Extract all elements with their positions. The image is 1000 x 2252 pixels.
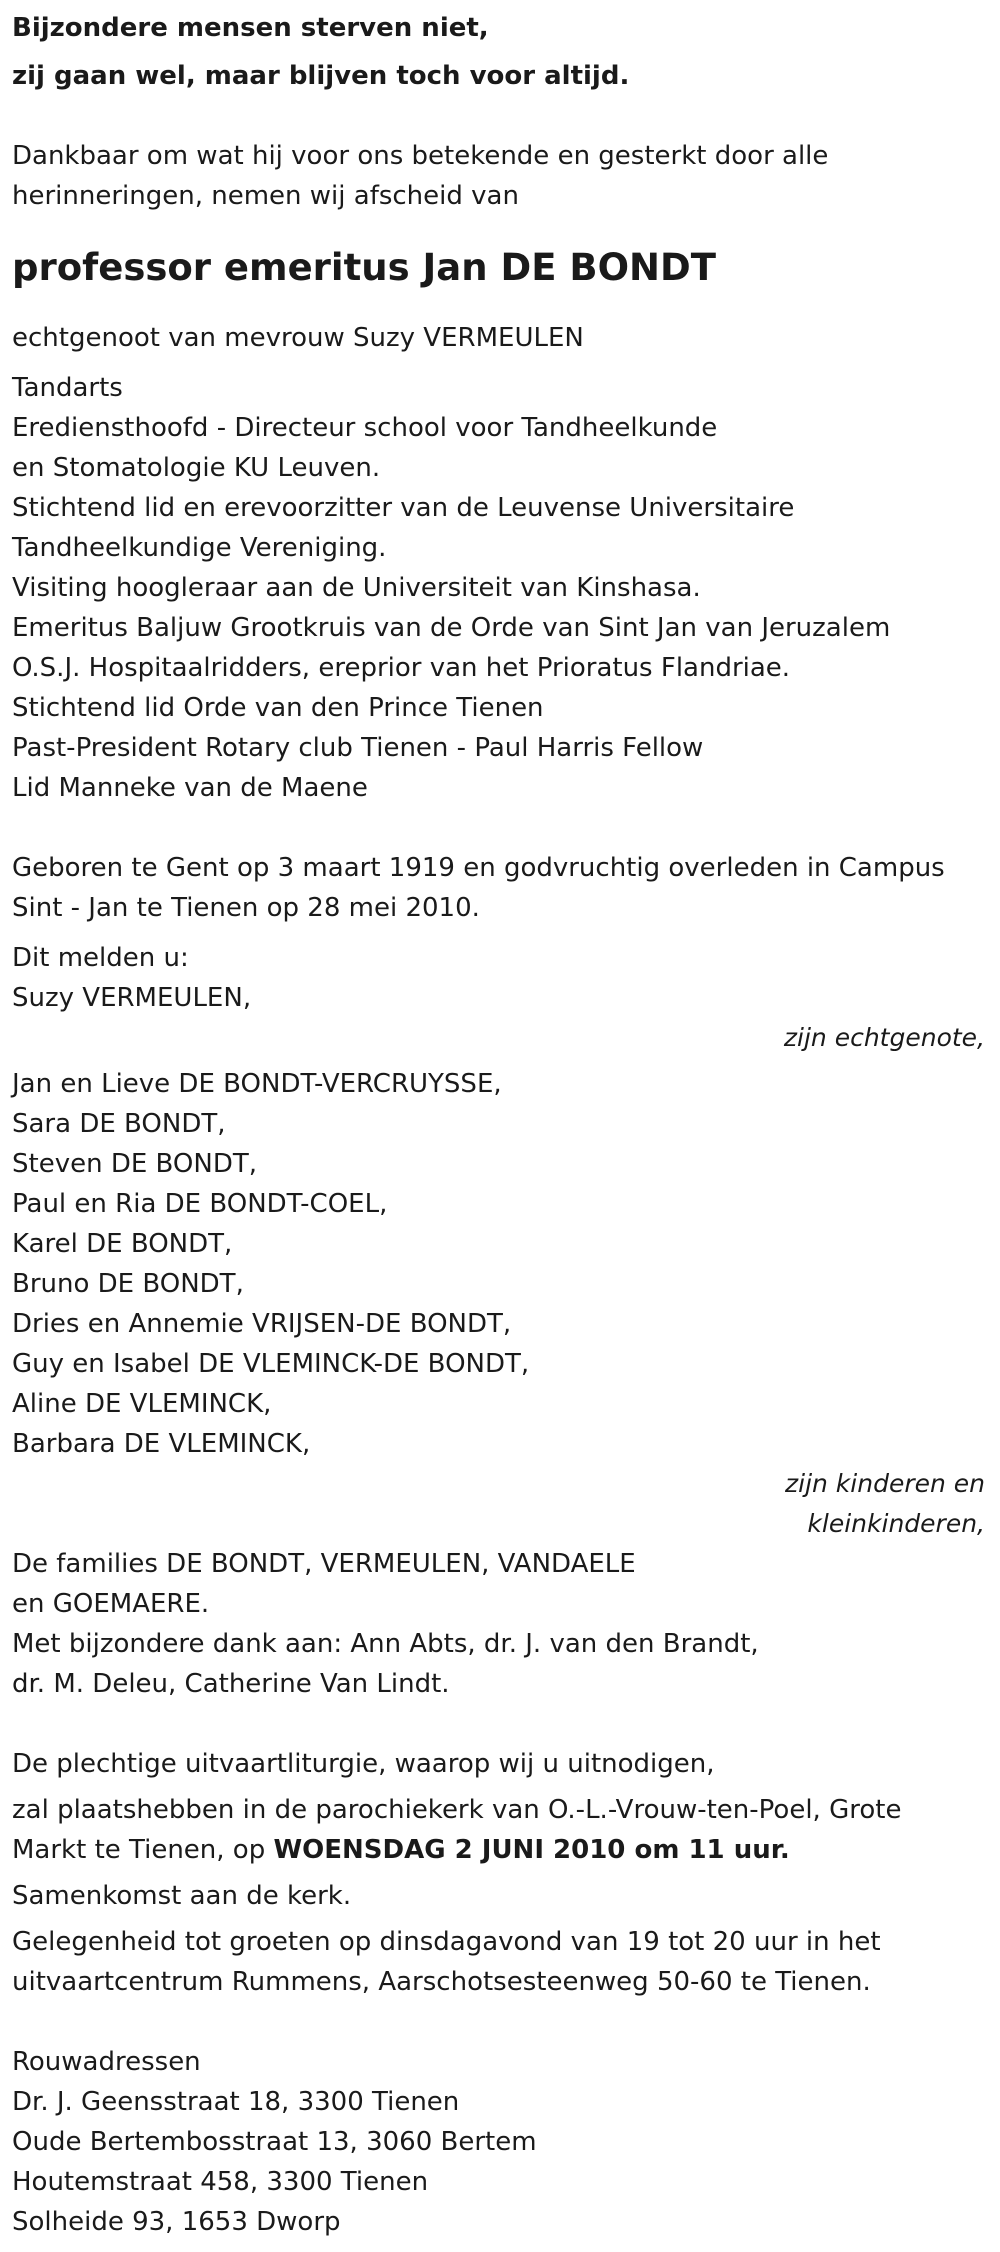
- title-item: Stichtend lid Orde van den Prince Tienen: [12, 693, 544, 723]
- families-line-1: De families DE BONDT, VERMEULEN, VANDAELE: [12, 1549, 636, 1579]
- announcers-intro: Dit melden u:: [12, 943, 189, 973]
- child-item: Aline DE VLEMINCK,: [12, 1389, 272, 1419]
- title-item: en Stomatologie KU Leuven.: [12, 453, 381, 483]
- addresses-list: [12, 2082, 988, 2242]
- child-item: Bruno DE BONDT,: [12, 1269, 244, 1299]
- child-item: Karel DE BONDT,: [12, 1229, 233, 1259]
- title-item: Visiting hoogleraar aan de Universiteit van Kinshasa.: [12, 573, 701, 603]
- funeral-line-1: De plechtige uitvaartliturgie, waarop wij u uitnodigen,: [12, 1749, 715, 1779]
- child-item: Jan en Lieve DE BONDT-VERCRUYSSE,: [12, 1069, 502, 1099]
- birth-line-2: Sint - Jan te Tienen op 28 mei 2010.: [12, 893, 480, 923]
- gathering-line: Samenkomst aan de kerk.: [12, 1881, 352, 1911]
- intro-line-1: Dankbaar om wat hij voor ons betekende en gesterkt door alle: [12, 141, 829, 171]
- thanks-line-2: dr. M. Deleu, Catherine Van Lindt.: [12, 1669, 450, 1699]
- spouse-line: echtgenoot van mevrouw Suzy VERMEULEN: [12, 323, 584, 353]
- child-item: Guy en Isabel DE VLEMINCK-DE BONDT,: [12, 1349, 530, 1379]
- child-item: Steven DE BONDT,: [12, 1149, 257, 1179]
- motto-line-1: Bijzondere mensen sterven niet,: [12, 13, 489, 43]
- thanks-line-1: Met bijzondere dank aan: Ann Abts, dr. J. van den Brandt,: [12, 1629, 759, 1659]
- address-item: Houtemstraat 458, 3300 Tienen: [12, 2167, 429, 2197]
- title-item: O.S.J. Hospitaalridders, ereprior van het Prioratus Flandriae.: [12, 653, 791, 683]
- spouse-name: Suzy VERMEULEN,: [12, 983, 252, 1013]
- child-item: Paul en Ria DE BONDT-COEL,: [12, 1189, 388, 1219]
- spouse-role: zijn echtgenote,: [783, 1023, 985, 1052]
- addresses-heading: Rouwadressen: [12, 2047, 201, 2077]
- funeral-line-3: [12, 1830, 988, 1870]
- title-item: Emeritus Baljuw Grootkruis van de Orde van Sint Jan van Jeruzalem: [12, 613, 891, 643]
- children-list: [12, 1064, 988, 1464]
- address-item: Solheide 93, 1653 Dworp: [12, 2207, 341, 2237]
- deceased-name: professor emeritus Jan DE BONDT: [12, 246, 716, 289]
- funeral-line-2: zal plaatshebben in de parochiekerk van O.-L.-Vrouw-ten-Poel, Grote: [12, 1795, 902, 1825]
- visit-line-2: uitvaartcentrum Rummens, Aarschotsesteenweg 50-60 te Tienen.: [12, 1967, 871, 1997]
- visit-line-1: Gelegenheid tot groeten op dinsdagavond van 19 tot 20 uur in het: [12, 1927, 881, 1957]
- funeral-date-time: WOENSDAG 2 JUNI 2010 om 11 uur.: [273, 1835, 790, 1865]
- motto-line-2: zij gaan wel, maar blijven toch voor altijd.: [12, 61, 630, 91]
- title-item: Erediensthoofd - Directeur school voor Tandheelkunde: [12, 413, 718, 443]
- child-item: Dries en Annemie VRIJSEN-DE BONDT,: [12, 1309, 512, 1339]
- funeral-line-3-prefix: Markt te Tienen, op: [12, 1835, 274, 1865]
- child-item: Sara DE BONDT,: [12, 1109, 226, 1139]
- titles-list: [12, 368, 988, 808]
- title-item: Past-President Rotary club Tienen - Paul Harris Fellow: [12, 733, 704, 763]
- birth-line-1: Geboren te Gent op 3 maart 1919 en godvruchtig overleden in Campus: [12, 853, 945, 883]
- child-item: Barbara DE VLEMINCK,: [12, 1429, 311, 1459]
- title-item: Stichtend lid en erevoorzitter van de Leuvense Universitaire: [12, 493, 795, 523]
- title-item: Tandheelkundige Vereniging.: [12, 533, 387, 563]
- children-role-line-1: zijn kinderen en: [785, 1469, 985, 1498]
- children-role-line-2: kleinkinderen,: [807, 1509, 985, 1538]
- title-item: Tandarts: [12, 373, 123, 403]
- families-line-2: en GOEMAERE.: [12, 1589, 210, 1619]
- address-item: Dr. J. Geensstraat 18, 3300 Tienen: [12, 2087, 460, 2117]
- address-item: Oude Bertembosstraat 13, 3060 Bertem: [12, 2127, 537, 2157]
- intro-line-2: herinneringen, nemen wij afscheid van: [12, 181, 519, 211]
- title-item: Lid Manneke van de Maene: [12, 773, 368, 803]
